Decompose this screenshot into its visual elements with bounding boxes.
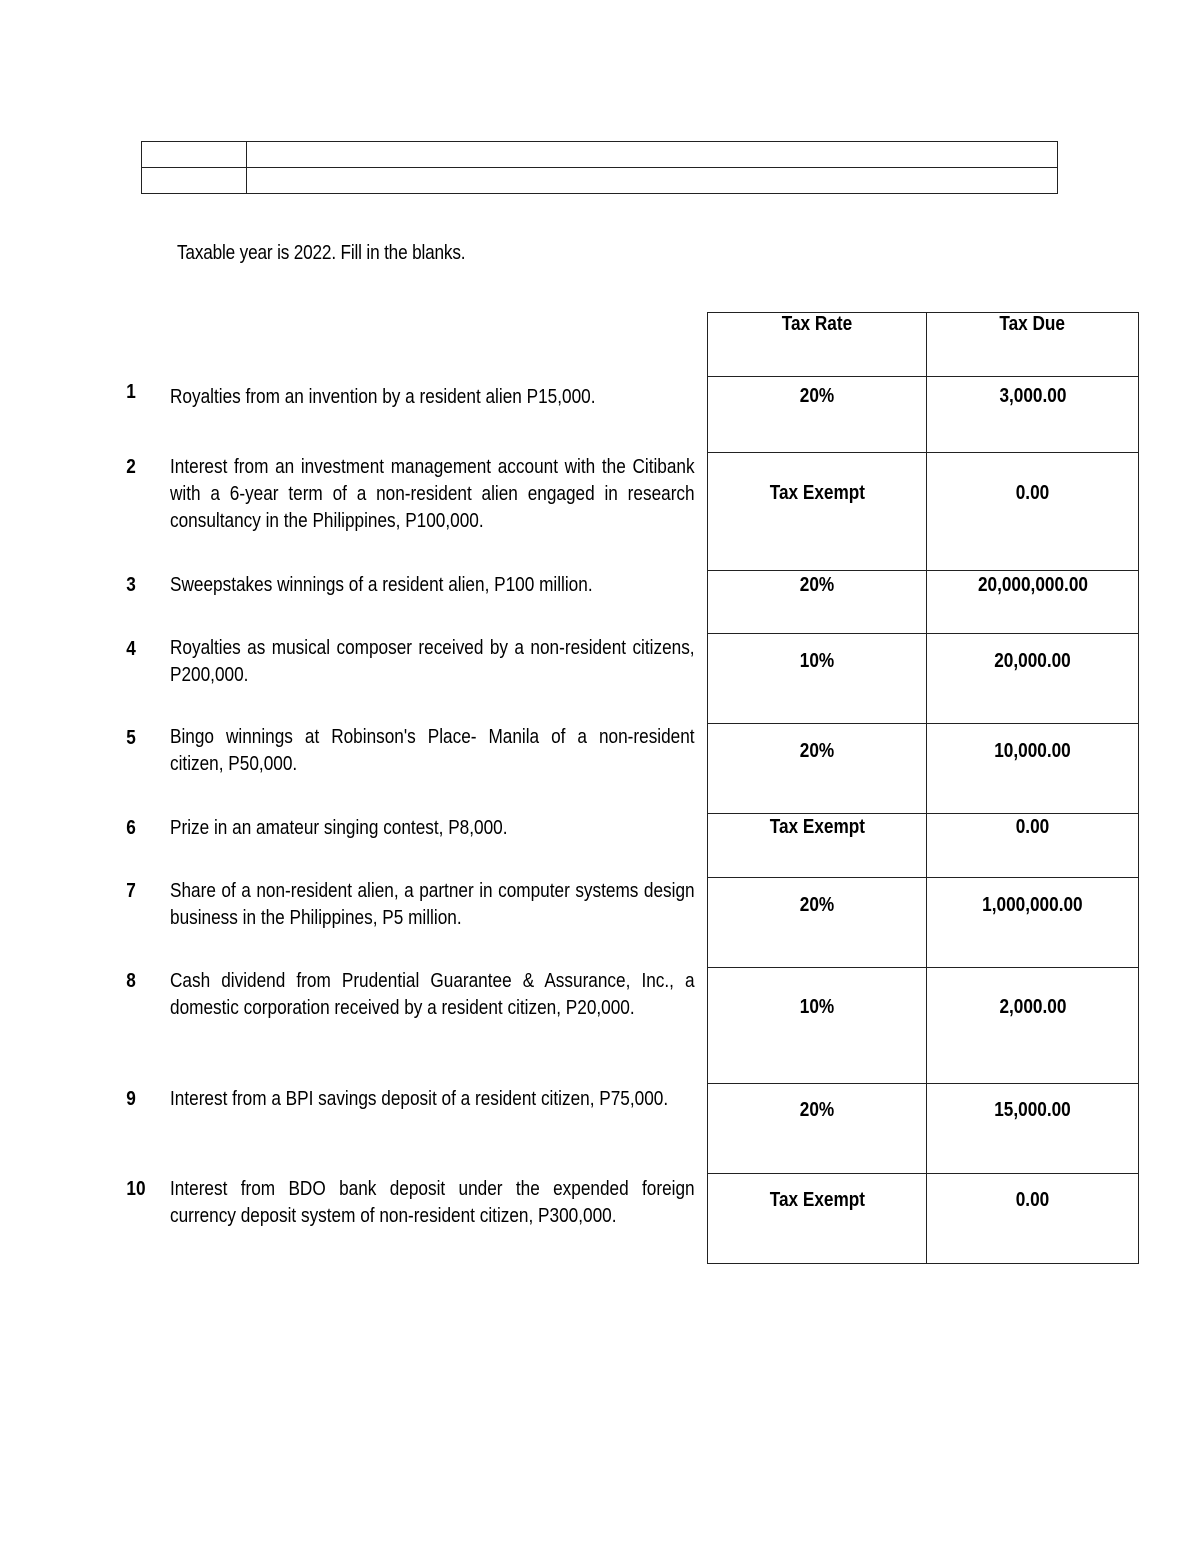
item-number-6: 6 — [126, 817, 136, 839]
tax-rate-cell-9[interactable]: 20% — [708, 1084, 927, 1174]
tax-rate-cell-10[interactable]: Tax Exempt — [708, 1174, 927, 1264]
answer-row — [708, 634, 1139, 724]
item-number-8: 8 — [126, 970, 136, 992]
item-text-10: Interest from BDO bank deposit under the expended foreign currency deposit system of non-resident citizen, P300,000. — [170, 1178, 695, 1227]
item-text-6: Prize in an amateur singing contest, P8,000. — [170, 817, 508, 839]
tax-rate-cell-7[interactable]: 20% — [708, 878, 927, 968]
item-number-7: 7 — [126, 880, 136, 902]
header-cell-value[interactable] — [247, 142, 1058, 168]
tax-due-cell-4[interactable]: 20,000.00 — [927, 634, 1139, 724]
item-number-5: 5 — [126, 727, 136, 749]
instruction-text: Taxable year is 2022. Fill in the blanks. — [177, 242, 466, 264]
tax-rate-cell-1[interactable]: 20% — [708, 377, 927, 453]
tax-rate-cell-6[interactable]: Tax Exempt — [708, 814, 927, 878]
answer-row — [708, 878, 1139, 968]
answer-row — [708, 1174, 1139, 1264]
tax-rate-cell-4[interactable]: 10% — [708, 634, 927, 724]
item-number-3: 3 — [126, 574, 136, 596]
item-text-5: Bingo winnings at Robinson's Place- Manila of a non-resident citizen, P50,000. — [170, 726, 695, 775]
answer-row — [708, 453, 1139, 571]
header-cell-label[interactable] — [142, 168, 247, 194]
item-number-2: 2 — [126, 456, 136, 478]
tax-due-cell-1[interactable]: 3,000.00 — [927, 377, 1139, 453]
header-row — [142, 168, 1058, 194]
answer-row — [708, 968, 1139, 1084]
item-text-8: Cash dividend from Prudential Guarantee & Assurance, Inc., a domestic corporation received by a resident citizen, P20,000. — [170, 970, 695, 1019]
tax-due-cell-5[interactable]: 10,000.00 — [927, 724, 1139, 814]
tax-due-cell-6[interactable]: 0.00 — [927, 814, 1139, 878]
tax-rate-cell-3[interactable]: 20% — [708, 571, 927, 634]
tax-rate-cell-5[interactable]: 20% — [708, 724, 927, 814]
header-cell-value[interactable] — [247, 168, 1058, 194]
item-number-9: 9 — [126, 1088, 136, 1110]
item-number-1: 1 — [126, 381, 136, 403]
answer-row — [708, 571, 1139, 634]
item-text-1: Royalties from an invention by a resident alien P15,000. — [170, 386, 596, 408]
tax-due-cell-2[interactable]: 0.00 — [927, 453, 1139, 571]
item-text-3: Sweepstakes winnings of a resident alien, P100 million. — [170, 574, 593, 596]
tax-due-cell-8[interactable]: 2,000.00 — [927, 968, 1139, 1084]
tax-due-cell-7[interactable]: 1,000,000.00 — [927, 878, 1139, 968]
tax-due-header: Tax Due — [927, 313, 1139, 377]
item-text-4: Royalties as musical composer received by a non-resident citizens, P200,000. — [170, 637, 695, 686]
tax-rate-cell-2[interactable]: Tax Exempt — [708, 453, 927, 571]
item-text-7: Share of a non-resident alien, a partner in computer systems design business in the Philippines, P5 million. — [170, 880, 695, 929]
answer-row — [708, 724, 1139, 814]
answer-row — [708, 377, 1139, 453]
answer-row — [708, 1084, 1139, 1174]
tax-rate-header: Tax Rate — [708, 313, 927, 377]
tax-due-cell-10[interactable]: 0.00 — [927, 1174, 1139, 1264]
item-text-9: Interest from a BPI savings deposit of a resident citizen, P75,000. — [170, 1088, 669, 1110]
blank-header-table — [141, 141, 1058, 194]
answer-table — [707, 312, 1139, 1264]
tax-due-cell-3[interactable]: 20,000,000.00 — [927, 571, 1139, 634]
tax-due-cell-9[interactable]: 15,000.00 — [927, 1084, 1139, 1174]
item-text-2: Interest from an investment management account with the Citibank with a 6-year term of a non-resident alien engaged in research consultancy in the Philippines, P100,000. — [170, 456, 695, 532]
item-number-10: 10 — [126, 1178, 146, 1200]
header-row — [142, 142, 1058, 168]
item-number-4: 4 — [126, 638, 136, 660]
answer-header-row — [708, 313, 1139, 377]
header-cell-label[interactable] — [142, 142, 247, 168]
tax-rate-cell-8[interactable]: 10% — [708, 968, 927, 1084]
answer-row — [708, 814, 1139, 878]
